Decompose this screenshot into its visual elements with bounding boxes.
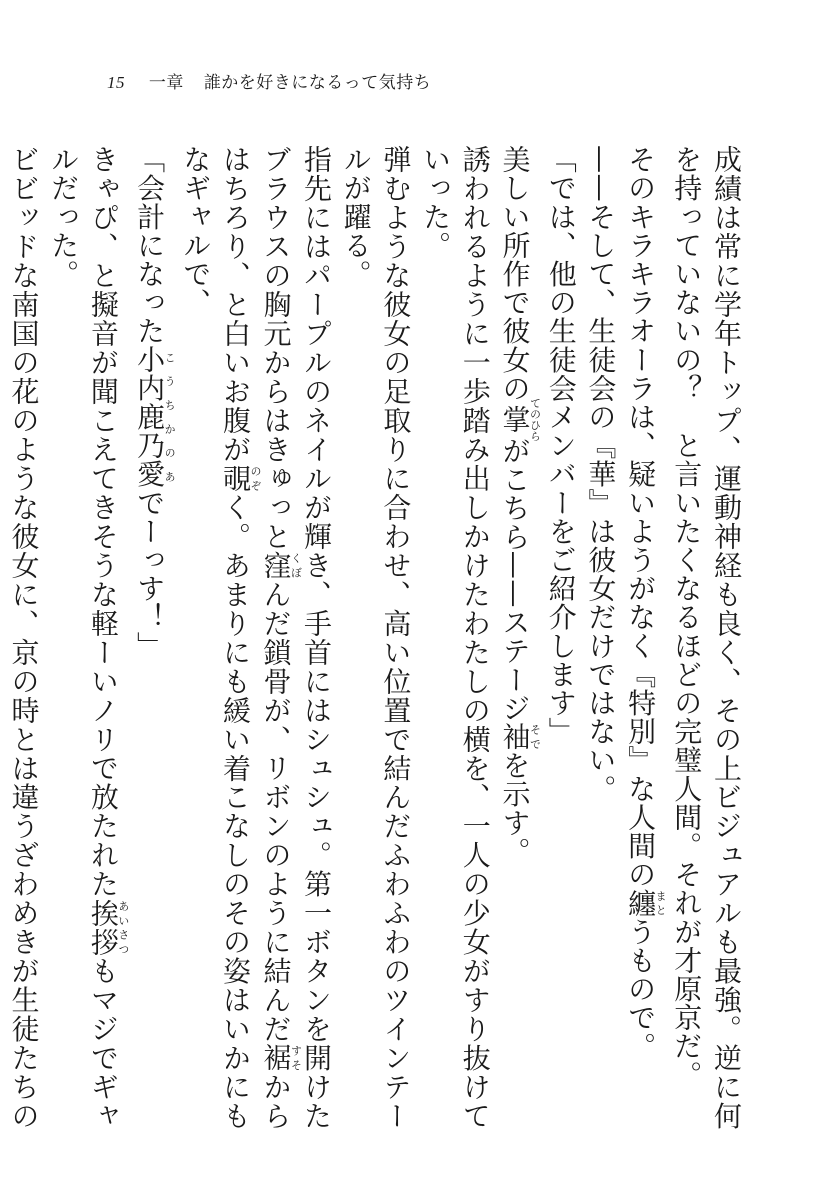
text-run: そのキラキラオーラは、疑いようがなく『特別』な人間の [624, 145, 658, 889]
ruby-base: 掌 [498, 397, 532, 442]
ruby-annotation [624, 888, 668, 918]
paragraph [43, 145, 129, 1130]
ruby-reading: こうちかのあ [163, 345, 177, 489]
text-run: うもので。 [624, 917, 658, 1061]
text-run: 指先にはパープルのネイルが輝き、手首にはシュシュ。第一ボタンを開けたブラウスの胸元からはきゅっと [259, 145, 333, 1130]
ruby-annotation [259, 550, 303, 580]
ruby-base: 裾 [259, 1043, 293, 1073]
text-run: 誘われるように一歩踏み出しかけたわたしの横を、一人の少女がすり抜けていった。 [419, 145, 492, 1130]
ruby-reading: のぞ [248, 463, 262, 493]
ruby-reading: てのひら [528, 397, 542, 442]
paragraph [620, 145, 666, 1130]
paragraph [541, 145, 581, 1130]
ruby-annotation [86, 898, 130, 957]
text-run: 「会計になった [133, 145, 167, 346]
running-header [107, 71, 431, 95]
chapter-label: 一章 [148, 73, 184, 93]
ruby-reading: まと [654, 888, 668, 918]
text-run: ビビッドな南国の花のような彼女に、京の時とは違うざわめきが生徒たちの [7, 145, 41, 1130]
ruby-annotation [498, 397, 542, 442]
page-number: 15 [107, 73, 125, 92]
paragraph [667, 145, 746, 1130]
text-run: 「では、他の生徒会メンバーをご紹介します」 [544, 145, 578, 746]
ruby-reading: あいさつ [116, 898, 130, 957]
ruby-base: 袖 [498, 722, 532, 751]
paragraph [581, 145, 621, 1130]
ruby-reading: くぼ [289, 550, 303, 580]
text-run: でーっす！」 [133, 488, 167, 660]
ruby-base: 覗 [218, 463, 252, 493]
ruby-base: 小内鹿乃愛 [133, 345, 167, 489]
text-run: ——そして、生徒会の『華』は彼女だけではない。 [584, 145, 618, 803]
ruby-annotation [218, 463, 262, 493]
ruby-reading: すそ [289, 1043, 303, 1073]
text-run: がこちら——ステージ [498, 436, 532, 723]
text-run: きゃぴ、と擬音が聞こえてきそうな軽ーいノリで放たれた [86, 145, 120, 899]
paragraph [495, 145, 541, 1130]
text-run: もマジでギャルだった。 [47, 145, 120, 1130]
text-run: からはちろり、と白いお腹が [218, 145, 293, 1130]
text-run: んだ鎖骨が、リボンのように結んだ [259, 579, 293, 1044]
text-run: く。あまりにも緩い着こなしのその姿はいかにもなギャルで、 [179, 145, 252, 1130]
paragraph [336, 145, 415, 1130]
chapter-title: 誰かを好きになるって気持ち [203, 73, 432, 93]
text-run: 弾むような彼女の足取りに合わせ、高い位置で結んだふわふわのツインテールが躍る。 [339, 145, 413, 1130]
paragraph [176, 145, 336, 1130]
text-run: 美しい所作で彼女の [498, 145, 532, 403]
ruby-base: 纏 [624, 888, 658, 918]
ruby-base: 窪 [259, 550, 293, 580]
paragraph [0, 145, 43, 1130]
paragraph [415, 145, 494, 1130]
body-text [7, 145, 746, 1130]
text-run: を示す。 [498, 751, 532, 866]
ruby-annotation [259, 1043, 303, 1073]
ruby-annotation [498, 722, 542, 751]
ruby-base: 挨拶 [86, 898, 120, 957]
text-run: 成績は常に学年トップ、運動神経も良く、その上ビジュアルも最強。逆に何を持っていないの？ と言いたくなるほどの完璧人間。それが才原京だ。 [670, 145, 743, 1130]
paragraph [129, 145, 175, 1130]
ruby-annotation [133, 345, 177, 489]
ruby-reading: そで [528, 722, 542, 751]
